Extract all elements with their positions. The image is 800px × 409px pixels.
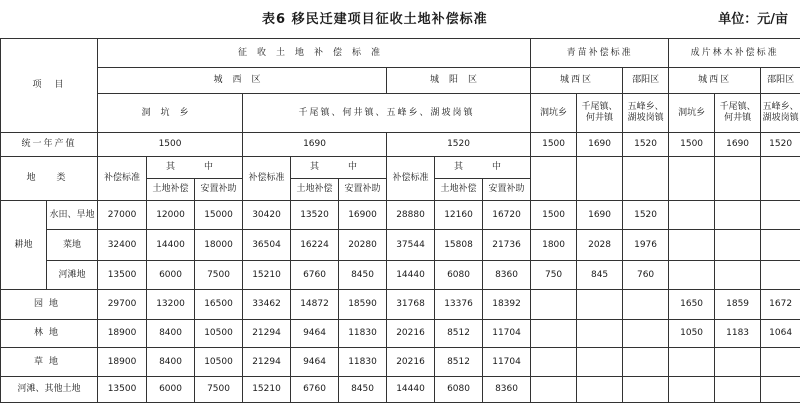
table-cell: 10500	[195, 348, 243, 377]
table-cell: 28880	[387, 201, 435, 230]
table-cell: 13500	[98, 377, 147, 403]
green-town-2: 千尾镇、何井镇	[577, 94, 623, 133]
row-label: 园地	[1, 290, 98, 320]
table-cell: 7500	[195, 377, 243, 403]
table-cell: 1672	[761, 290, 800, 320]
land-comp-3: 土地补偿	[435, 179, 483, 201]
cultivated-group-label: 耕地	[1, 201, 47, 290]
table-cell	[715, 230, 761, 261]
table-cell: 845	[577, 261, 623, 290]
table-cell: 12000	[147, 201, 195, 230]
town-2-header: 千尾镇、何井镇、五峰乡、湖坡岗镇	[243, 94, 531, 133]
region-b-header: 城阳区	[387, 68, 531, 94]
table-cell: 6080	[435, 261, 483, 290]
compensation-table	[0, 38, 800, 403]
table-cell	[577, 377, 623, 403]
forest-town-2: 千尾镇、何井镇	[715, 94, 761, 133]
table-cell: 1500	[531, 201, 577, 230]
green-output-2: 1690	[577, 133, 623, 157]
table-cell: 13376	[435, 290, 483, 320]
table-cell: 2028	[577, 230, 623, 261]
table-cell	[623, 290, 669, 320]
table-cell	[531, 290, 577, 320]
table-cell: 1183	[715, 320, 761, 348]
empty-cell	[669, 157, 715, 201]
table-cell: 15808	[435, 230, 483, 261]
table-cell: 6080	[435, 377, 483, 403]
table-cell: 1690	[577, 201, 623, 230]
table-cell: 18900	[98, 320, 147, 348]
table-cell	[669, 261, 715, 290]
table-cell: 15000	[195, 201, 243, 230]
table-cell: 9464	[291, 320, 339, 348]
resettle-aid-1: 安置补助	[195, 179, 243, 201]
table-cell: 6000	[147, 261, 195, 290]
green-town-1: 洞坑乡	[531, 94, 577, 133]
table-cell: 13200	[147, 290, 195, 320]
table-cell	[669, 348, 715, 377]
table-cell	[669, 377, 715, 403]
green-town-3: 五峰乡、湖坡岗镇	[623, 94, 669, 133]
table-cell: 7500	[195, 261, 243, 290]
table-cell: 21294	[243, 348, 291, 377]
table-cell	[761, 261, 800, 290]
table-cell: 21736	[483, 230, 531, 261]
table-cell: 12160	[435, 201, 483, 230]
item-header: 项 目	[1, 39, 98, 133]
table-cell	[715, 201, 761, 230]
table-cell: 14400	[147, 230, 195, 261]
land-comp-header: 征收土地补偿标准	[98, 39, 531, 68]
table-cell: 31768	[387, 290, 435, 320]
table-cell: 750	[531, 261, 577, 290]
table-cell: 6760	[291, 377, 339, 403]
forest-comp-header: 成片林木补偿标准	[669, 39, 800, 68]
row-label: 河滩、其他土地	[1, 377, 98, 403]
table-cell: 1050	[669, 320, 715, 348]
annual-output-row	[1, 133, 800, 157]
header-row-2	[1, 68, 800, 94]
table-cell	[715, 377, 761, 403]
table-cell	[531, 348, 577, 377]
green-output-1: 1500	[531, 133, 577, 157]
table-cell	[623, 320, 669, 348]
table-cell	[623, 348, 669, 377]
title-bar	[0, 8, 800, 28]
table-cell: 8512	[435, 348, 483, 377]
table-cell: 32400	[98, 230, 147, 261]
table-cell: 15210	[243, 261, 291, 290]
table-cell: 36504	[243, 230, 291, 261]
comp-standard-1: 补偿标准	[98, 157, 147, 201]
table-cell	[669, 201, 715, 230]
empty-cell	[761, 157, 800, 201]
table-cell	[577, 348, 623, 377]
table-cell: 18000	[195, 230, 243, 261]
table-cell: 16720	[483, 201, 531, 230]
table-cell: 9464	[291, 348, 339, 377]
table-cell: 13500	[98, 261, 147, 290]
header-row-3	[1, 94, 800, 133]
table-cell	[531, 320, 577, 348]
table-row	[1, 320, 800, 348]
forest-output-1: 1500	[669, 133, 715, 157]
table-cell: 1859	[715, 290, 761, 320]
table-row	[1, 290, 800, 320]
empty-cell	[531, 157, 577, 201]
forest-region-a: 城西区	[669, 68, 761, 94]
table-cell: 18392	[483, 290, 531, 320]
table-cell: 8400	[147, 348, 195, 377]
table-cell: 15210	[243, 377, 291, 403]
table-cell: 37544	[387, 230, 435, 261]
table-cell: 1520	[623, 201, 669, 230]
forest-region-b: 邵阳区	[761, 68, 800, 94]
table-cell	[715, 348, 761, 377]
empty-cell	[715, 157, 761, 201]
qizhong-3: 其 中	[435, 157, 531, 179]
table-cell	[577, 320, 623, 348]
land-comp-1: 土地补偿	[147, 179, 195, 201]
table-cell: 14440	[387, 377, 435, 403]
table-cell: 13520	[291, 201, 339, 230]
header-row-5	[1, 157, 800, 179]
table-cell: 29700	[98, 290, 147, 320]
row-label: 草地	[1, 348, 98, 377]
row-label: 水田、旱地	[47, 201, 98, 230]
table-cell: 8360	[483, 377, 531, 403]
empty-cell	[623, 157, 669, 201]
town-1-header: 洞坑乡	[98, 94, 243, 133]
qizhong-1: 其 中	[147, 157, 243, 179]
table-cell: 11704	[483, 348, 531, 377]
table-cell: 16900	[339, 201, 387, 230]
land-comp-2: 土地补偿	[291, 179, 339, 201]
forest-town-3: 五峰乡、湖坡岗镇	[761, 94, 800, 133]
table-cell	[715, 261, 761, 290]
table-cell: 20280	[339, 230, 387, 261]
empty-cell	[577, 157, 623, 201]
annual-output-label: 统一年产值	[1, 133, 98, 157]
table-cell: 1976	[623, 230, 669, 261]
table-cell: 11830	[339, 320, 387, 348]
comp-standard-2: 补偿标准	[243, 157, 291, 201]
forest-output-3: 1520	[761, 133, 800, 157]
annual-output-1: 1500	[98, 133, 243, 157]
table-cell: 16224	[291, 230, 339, 261]
table-cell: 1800	[531, 230, 577, 261]
table-cell: 14440	[387, 261, 435, 290]
table-row	[1, 230, 800, 261]
forest-town-1: 洞坑乡	[669, 94, 715, 133]
table-cell: 27000	[98, 201, 147, 230]
table-cell	[761, 230, 800, 261]
forest-output-2: 1690	[715, 133, 761, 157]
table-cell: 20216	[387, 320, 435, 348]
table-cell: 8450	[339, 261, 387, 290]
table-cell	[669, 230, 715, 261]
comp-standard-3: 补偿标准	[387, 157, 435, 201]
table-cell: 11830	[339, 348, 387, 377]
row-label: 菜地	[47, 230, 98, 261]
table-cell: 10500	[195, 320, 243, 348]
category-header: 地 类	[1, 157, 98, 201]
row-label: 林地	[1, 320, 98, 348]
qizhong-2: 其 中	[291, 157, 387, 179]
table-cell: 8512	[435, 320, 483, 348]
table-cell	[761, 377, 800, 403]
table-cell	[577, 290, 623, 320]
resettle-aid-3: 安置补助	[483, 179, 531, 201]
table-row	[1, 377, 800, 403]
green-region-a: 城西区	[531, 68, 623, 94]
table-row	[1, 261, 800, 290]
region-a-header: 城西区	[98, 68, 387, 94]
table-cell	[623, 377, 669, 403]
table-cell: 18590	[339, 290, 387, 320]
green-comp-header: 青苗补偿标准	[531, 39, 669, 68]
table-cell: 8360	[483, 261, 531, 290]
table-cell: 20216	[387, 348, 435, 377]
green-output-3: 1520	[623, 133, 669, 157]
table-cell: 8400	[147, 320, 195, 348]
table-cell: 8450	[339, 377, 387, 403]
table-cell	[761, 348, 800, 377]
table-cell: 6000	[147, 377, 195, 403]
table-title: 表6 移民迁建项目征收土地补偿标准	[262, 12, 488, 27]
table-cell	[761, 201, 800, 230]
table-row	[1, 201, 800, 230]
table-cell: 1064	[761, 320, 800, 348]
table-cell: 21294	[243, 320, 291, 348]
unit-label: 单位：元/亩	[718, 12, 788, 27]
table-cell: 1650	[669, 290, 715, 320]
table-cell: 6760	[291, 261, 339, 290]
annual-output-3: 1520	[387, 133, 531, 157]
table-cell: 33462	[243, 290, 291, 320]
annual-output-2: 1690	[243, 133, 387, 157]
table-cell: 30420	[243, 201, 291, 230]
table-cell: 760	[623, 261, 669, 290]
table-cell	[531, 377, 577, 403]
header-row-1	[1, 39, 800, 68]
green-region-b: 邵阳区	[623, 68, 669, 94]
row-label: 河滩地	[47, 261, 98, 290]
table-cell: 14872	[291, 290, 339, 320]
table-row	[1, 348, 800, 377]
table-cell: 18900	[98, 348, 147, 377]
resettle-aid-2: 安置补助	[339, 179, 387, 201]
table-cell: 11704	[483, 320, 531, 348]
table-cell: 16500	[195, 290, 243, 320]
